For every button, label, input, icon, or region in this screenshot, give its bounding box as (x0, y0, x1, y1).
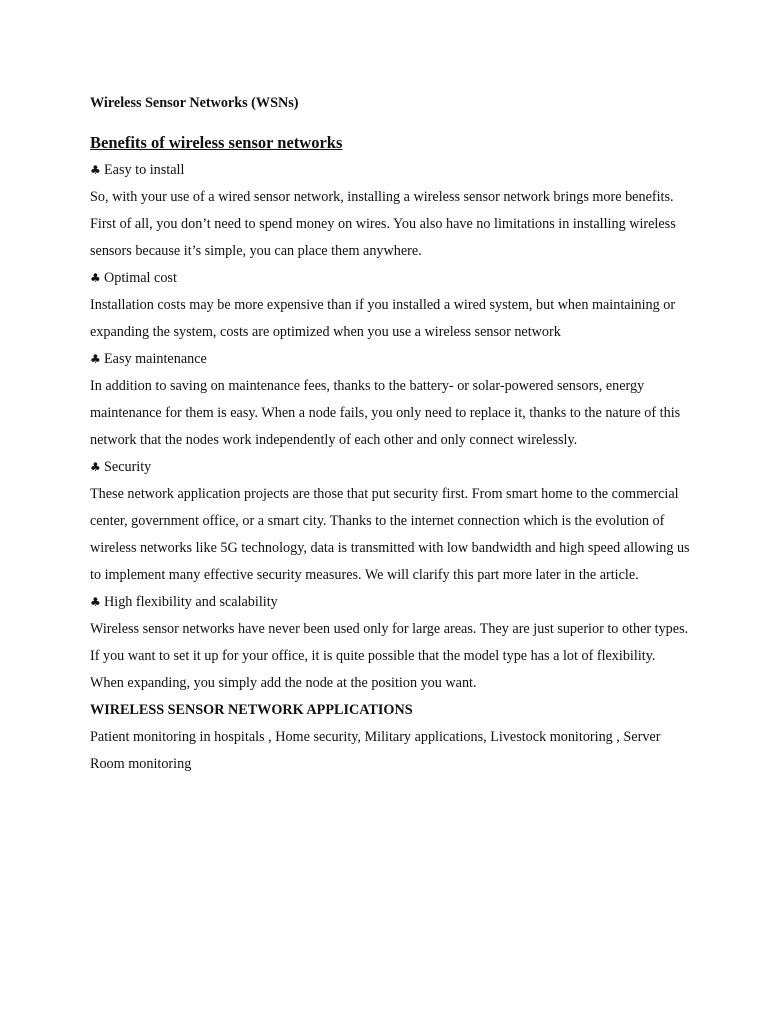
benefit-item (90, 346, 690, 454)
benefit-item (90, 157, 690, 265)
benefit-item (90, 265, 690, 346)
applications-heading: WIRELESS SENSOR NETWORK APPLICATIONS (90, 702, 413, 718)
club-bullet-icon: ♣ (90, 595, 101, 609)
club-bullet-icon: ♣ (90, 352, 101, 366)
benefit-heading (90, 265, 690, 292)
benefit-item (90, 454, 690, 589)
benefit-text: These network application projects are those that put security first. From smart home to the commercial center, government office, or a smart city. Thanks to the internet connection which is the evolution of wireless networks like 5G technology, data is transmitted with low bandwidth and high speed allowing us to implement many effective security measures. We will clarify this part more later in the article. (90, 486, 690, 583)
benefit-item (90, 589, 690, 697)
club-bullet-icon: ♣ (90, 163, 101, 177)
club-bullet-icon: ♣ (90, 460, 101, 474)
section-heading: Benefits of wireless sensor networks (90, 133, 343, 152)
benefit-text: Installation costs may be more expensive than if you installed a wired system, but when maintaining or expanding the system, costs are optimized when you use a wireless sensor network (90, 297, 676, 340)
applications-extra: Room monitoring (90, 756, 192, 772)
benefit-heading-label: Easy maintenance (104, 351, 207, 367)
benefit-heading-label: Easy to install (104, 162, 185, 178)
benefit-heading-label: Optimal cost (104, 270, 177, 286)
document-page (90, 92, 690, 778)
benefit-heading-label: Security (104, 459, 152, 475)
document-title: Wireless Sensor Networks (WSNs) (90, 95, 299, 111)
benefit-heading (90, 346, 690, 373)
benefit-heading-label: High flexibility and scalability (104, 594, 278, 610)
applications-list: Patient monitoring in hospitals , Home security, Military applications, Livestock monitoring , Server (90, 729, 661, 745)
benefit-text: In addition to saving on maintenance fees, thanks to the battery- or solar-powered sensors, energy maintenance for them is easy. When a node fails, you only need to replace it, thanks to the nature of this network that the nodes work independently of each other and only connect wirelessly. (90, 378, 681, 448)
benefit-text: Wireless sensor networks have never been used only for large areas. They are just superior to other types. If you want to set it up for your office, it is quite possible that the model type has a lot of flexibility. When expanding, you simply add the node at the position you want. (90, 621, 689, 691)
benefit-heading (90, 157, 690, 184)
benefit-text: So, with your use of a wired sensor network, installing a wireless sensor network brings more benefits. First of all, you don’t need to spend money on wires. You also have no limitations in installing wireless sensors because it’s simple, you can place them anywhere. (90, 189, 676, 259)
benefit-heading (90, 589, 690, 616)
benefit-heading (90, 454, 690, 481)
club-bullet-icon: ♣ (90, 271, 101, 285)
